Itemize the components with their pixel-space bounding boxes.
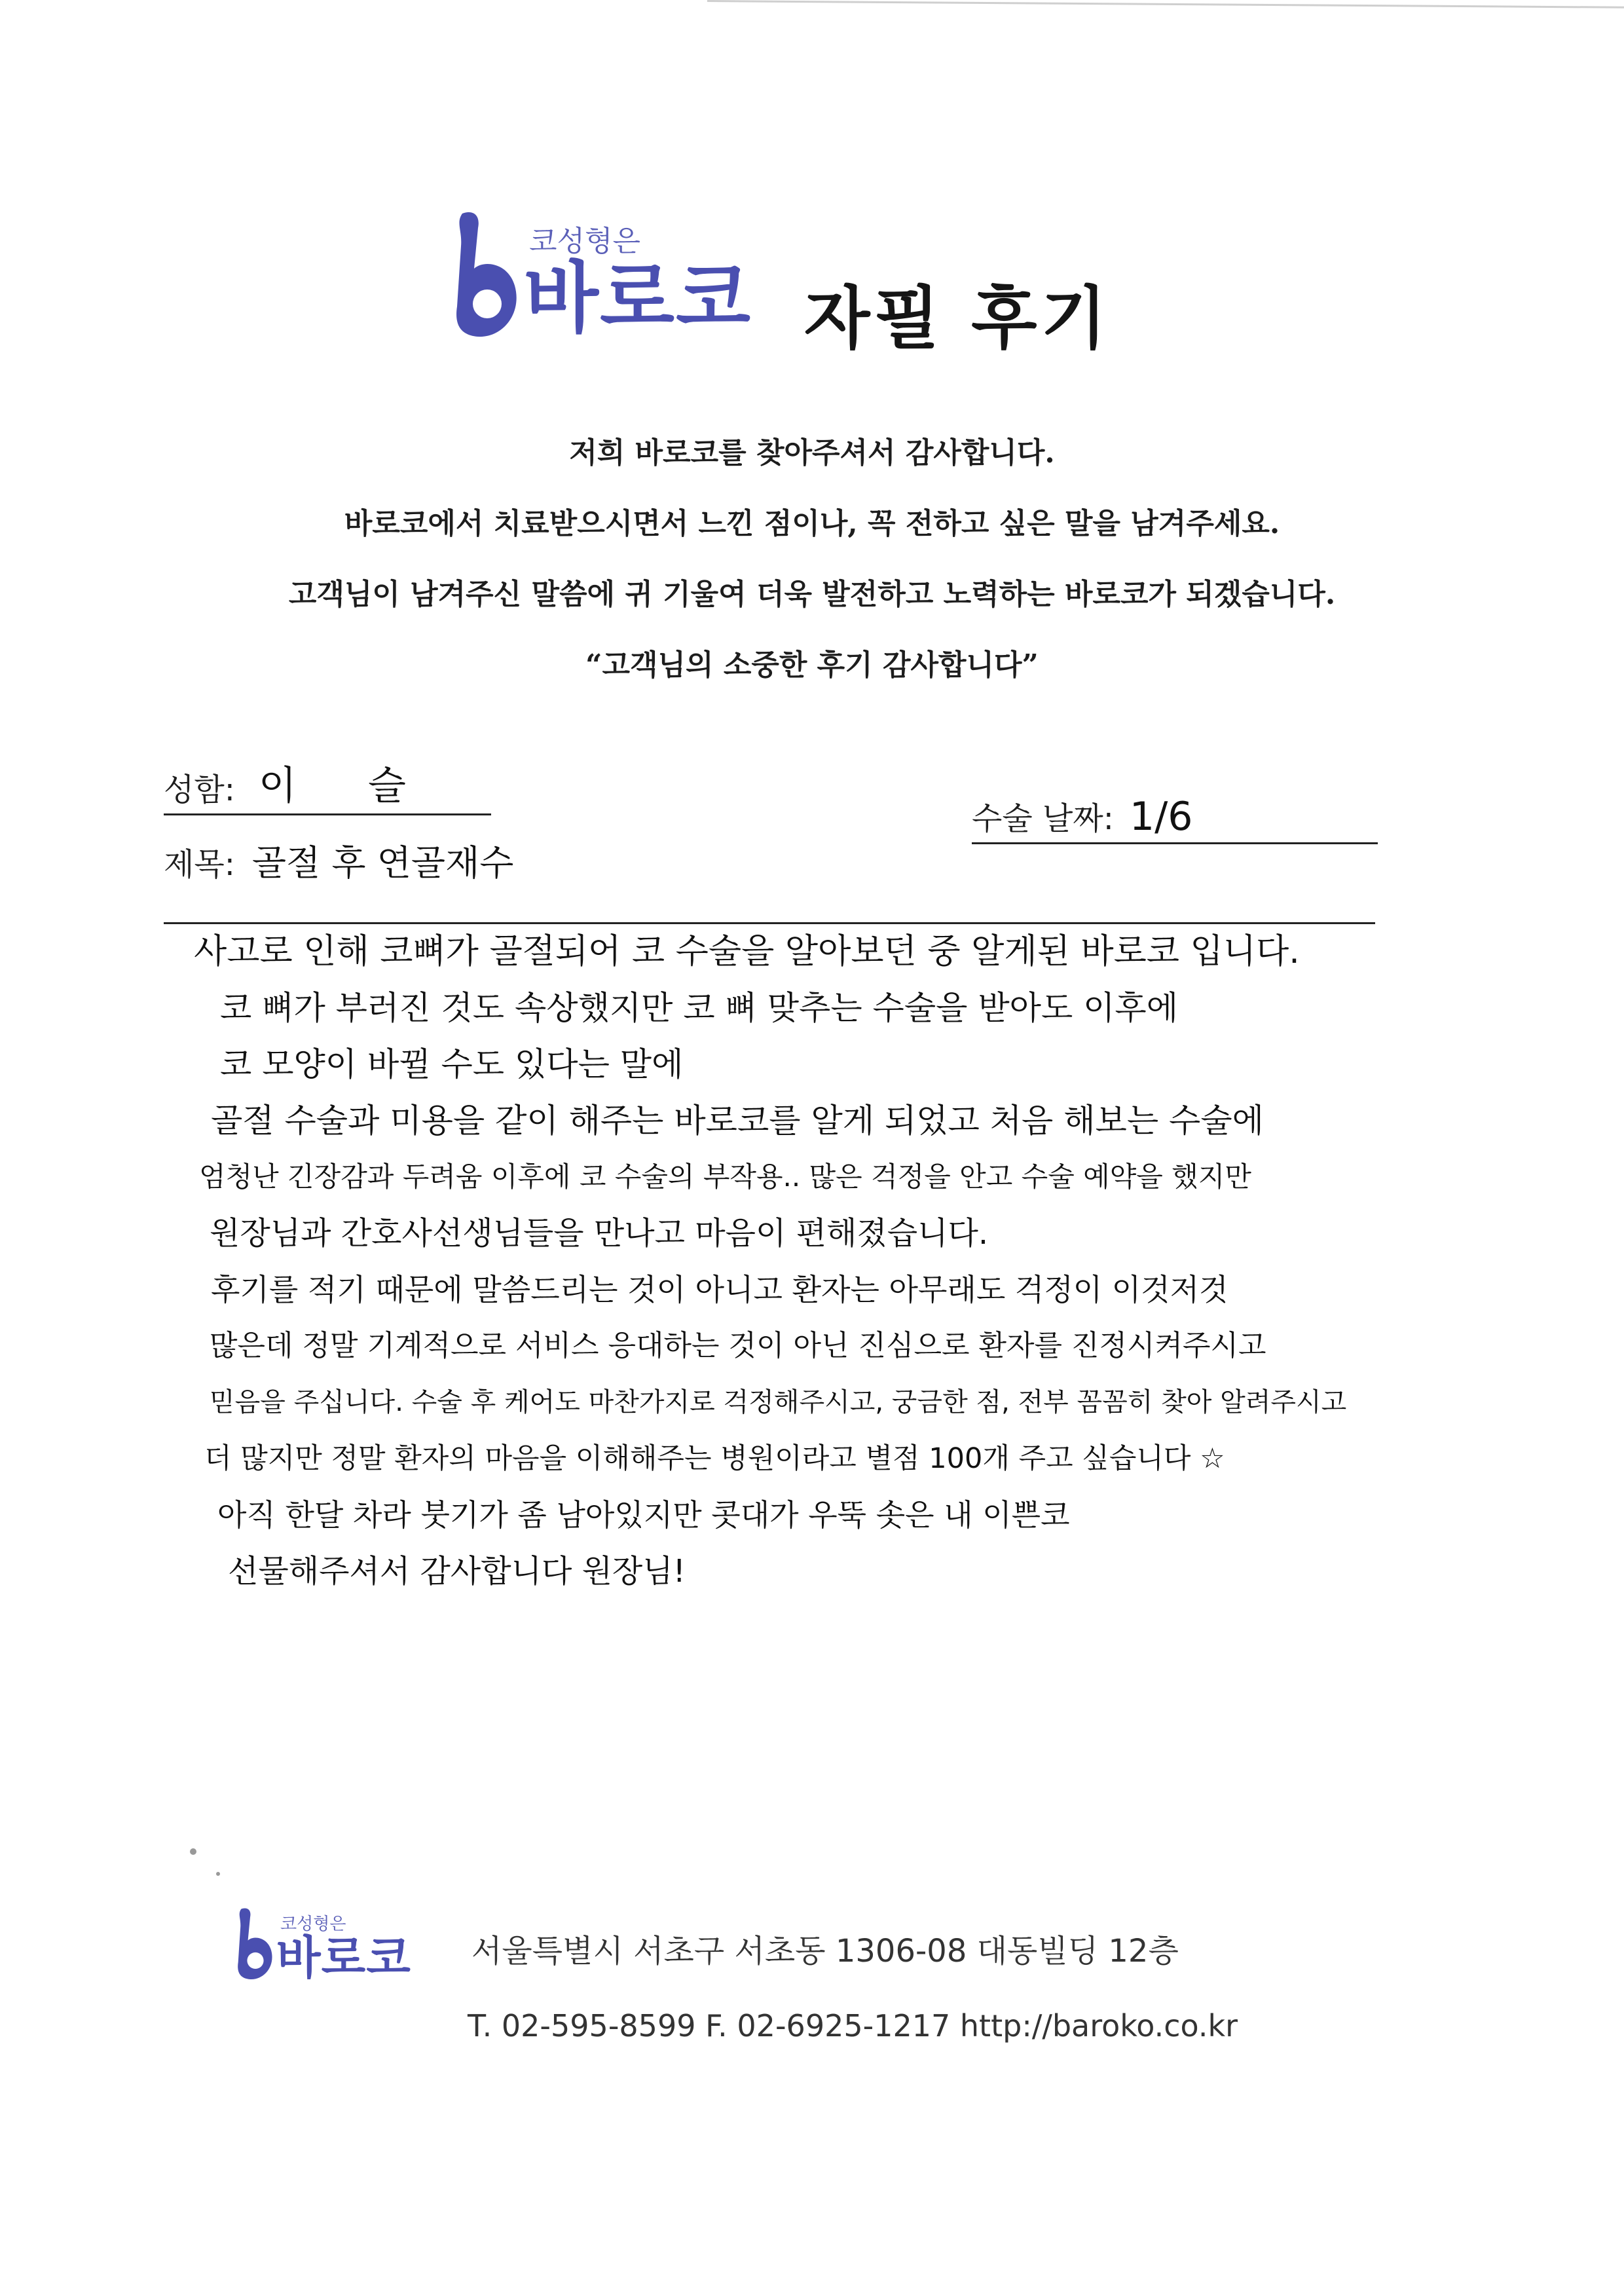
surgery-date-value: 1/6 <box>1129 794 1193 840</box>
review-line: 원장님과 간호사선생님들을 만나고 마음이 편해졌습니다. <box>210 1215 989 1252</box>
footer-logo <box>234 1905 411 1986</box>
name-label: 성함: <box>164 772 235 808</box>
name-value: 이 슬 <box>258 763 406 809</box>
review-line: 아직 한달 차라 붓기가 좀 남아있지만 콧대가 우뚝 솟은 내 이쁜코 <box>217 1497 1070 1533</box>
surgery-date-label: 수술 날짜: <box>972 800 1114 837</box>
review-body <box>194 924 1438 1599</box>
surgery-date-field <box>972 779 1378 844</box>
scan-speck <box>190 1848 196 1855</box>
intro-text <box>157 418 1467 701</box>
document-title: 자필 후기 <box>804 278 1111 358</box>
intro-line: “고객님의 소중한 후기 감사합니다” <box>585 648 1039 682</box>
review-line: 엄청난 긴장감과 두려움 이후에 코 수술의 부작용.. 많은 걱정을 안고 수술 예약을 했지만 <box>199 1161 1251 1193</box>
footer-logo-brand: 바로코 <box>276 1930 411 1985</box>
review-line: 많은데 정말 기계적으로 서비스 응대하는 것이 아닌 진심으로 환자를 진정시켜주시고 <box>210 1329 1266 1362</box>
review-line: 선물해주셔서 감사합니다 원장님! <box>228 1553 686 1590</box>
subject-value: 골절 후 연골재수 <box>251 842 514 884</box>
scan-edge-line <box>707 0 1624 37</box>
scan-speck <box>216 1872 220 1876</box>
clinic-contact: T. 02-595-8599 F. 02-6925-1217 http://baroko.co.kr <box>468 2008 1238 2043</box>
clinic-address: 서울특별시 서초구 서초동 1306-08 대동빌딩 12층 <box>471 1933 1179 1969</box>
review-line: 골절 수술과 미용을 같이 해주는 바로코를 알게 되었고 처음 해보는 수술에 <box>211 1102 1264 1140</box>
review-line: 더 많지만 정말 환자의 마음을 이해해주는 병원이라고 별점 100개 주고 싶습니다 ☆ <box>204 1442 1225 1475</box>
review-line: 믿음을 주십니다. 수술 후 케어도 마찬가지로 걱정해주시고, 궁금한 점, 전부 꼼꼼히 찾아 알려주시고 <box>210 1387 1347 1417</box>
name-field <box>164 751 491 815</box>
subject-field <box>164 832 557 888</box>
logo-brand: 바로코 <box>524 253 752 343</box>
baroko-logo-icon <box>451 208 524 346</box>
logo-tagline: 코성형은 <box>529 225 641 258</box>
review-line: 코 모양이 바뀔 수도 있다는 말에 <box>220 1045 684 1083</box>
baroko-logo-icon <box>234 1905 276 1986</box>
review-line: 후기를 적기 때문에 말씀드리는 것이 아니고 환자는 아무래도 걱정이 이것저것 <box>211 1272 1228 1307</box>
intro-line: 고객님이 남겨주신 말씀에 귀 기울여 더욱 발전하고 노력하는 바로코가 되겠습니다. <box>288 578 1336 611</box>
review-line: 코 뼈가 부러진 것도 속상했지만 코 뼈 맞추는 수술을 받아도 이후에 <box>220 989 1179 1027</box>
footer-logo-tagline: 코성형은 <box>280 1914 346 1934</box>
review-line: 사고로 인해 코뼈가 골절되어 코 수술을 알아보던 중 알게된 바로코 입니다. <box>194 932 1300 971</box>
intro-line: 바로코에서 치료받으시면서 느낀 점이나, 꼭 전하고 싶은 말을 남겨주세요. <box>344 507 1280 540</box>
subject-label: 제목: <box>164 846 235 883</box>
intro-line: 저희 바로코를 찾아주셔서 감사합니다. <box>569 436 1055 470</box>
header-logo <box>451 208 752 346</box>
